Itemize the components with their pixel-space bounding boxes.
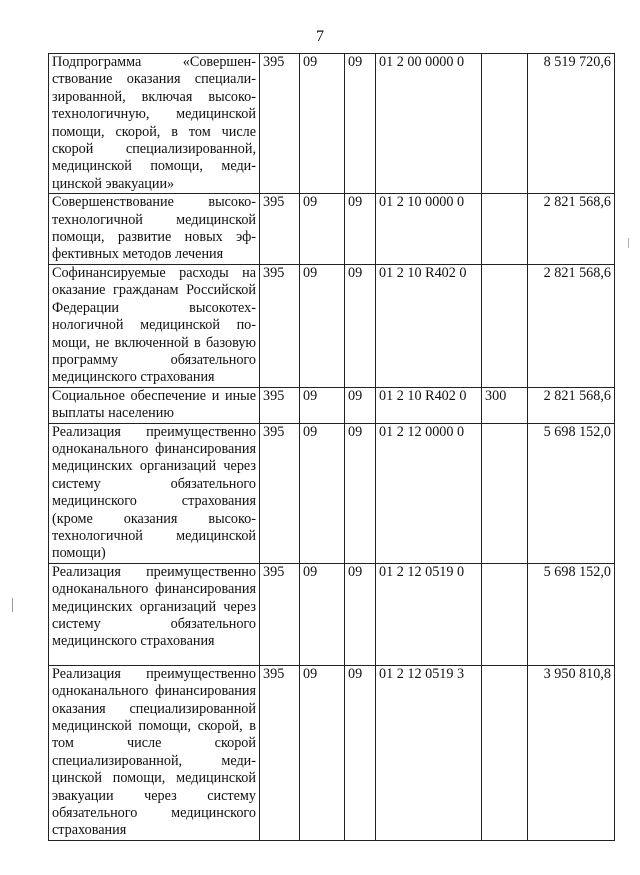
section-code: 09 xyxy=(300,194,345,265)
row-name: Реализация преимущественно одноканального финансирования медицинских организаций через систему обязательного медицинского страхования xyxy=(49,563,260,665)
row-name: Софинансируемые расходы на оказание гражданам Российской Федерации высокотехнологичной медицинской помощи, не включенной в базовую программу обязательного медицинского страхования xyxy=(49,264,260,387)
target-code: 01 2 10 R402 0 xyxy=(376,264,482,387)
row-name: Реализация преимущественно одноканального финансирования медицинских организаций через систему обязательного медицинского страхования (кроме оказания высокотехнологичной медицинской помощи) xyxy=(49,423,260,563)
section-code: 09 xyxy=(300,264,345,387)
table-row xyxy=(49,264,615,387)
section-code: 09 xyxy=(300,54,345,194)
subsection-code: 09 xyxy=(345,563,376,665)
target-code: 01 2 12 0519 3 xyxy=(376,665,482,840)
table-row xyxy=(49,563,615,665)
expense-type-code xyxy=(482,563,528,665)
row-name: Совершенствование высокотехнологичной медицинской помощи, развитие новых эффективных методов лечения xyxy=(49,194,260,265)
target-code: 01 2 10 0000 0 xyxy=(376,194,482,265)
section-code: 09 xyxy=(300,387,345,423)
table-row xyxy=(49,387,615,423)
row-name: Реализация преимущественно одноканального финансирования оказания специализированной медицинской помощи, скорой, в том числе скорой специализированной, медицинской помощи, медицинской эвакуации через систему обязательного медицинского страхования xyxy=(49,665,260,840)
budget-table xyxy=(48,53,615,841)
row-name: Подпрограмма «Совершенствование оказания специализированной, включая высокотехнологичную, медицинской помощи, скорой, в том числе скорой специализированной, медицинской помощи, медицинской эвакуации» xyxy=(49,54,260,194)
row-name: Социальное обеспечение и иные выплаты населению xyxy=(49,387,260,423)
ministry-code: 395 xyxy=(260,387,300,423)
table-row xyxy=(49,54,615,194)
subsection-code: 09 xyxy=(345,665,376,840)
table-row xyxy=(49,194,615,265)
target-code: 01 2 10 R402 0 xyxy=(376,387,482,423)
scan-margin-mark xyxy=(628,238,629,248)
subsection-code: 09 xyxy=(345,264,376,387)
section-code: 09 xyxy=(300,563,345,665)
expense-type-code: 300 xyxy=(482,387,528,423)
expense-type-code xyxy=(482,194,528,265)
subsection-code: 09 xyxy=(345,387,376,423)
ministry-code: 395 xyxy=(260,54,300,194)
table-row xyxy=(49,423,615,563)
amount: 8 519 720,6 xyxy=(528,54,615,194)
section-code: 09 xyxy=(300,423,345,563)
expense-type-code xyxy=(482,423,528,563)
amount: 5 698 152,0 xyxy=(528,423,615,563)
expense-type-code xyxy=(482,264,528,387)
amount: 2 821 568,6 xyxy=(528,264,615,387)
ministry-code: 395 xyxy=(260,264,300,387)
amount: 2 821 568,6 xyxy=(528,194,615,265)
subsection-code: 09 xyxy=(345,54,376,194)
target-code: 01 2 12 0000 0 xyxy=(376,423,482,563)
scan-margin-mark xyxy=(12,598,13,612)
ministry-code: 395 xyxy=(260,194,300,265)
amount: 2 821 568,6 xyxy=(528,387,615,423)
ministry-code: 395 xyxy=(260,423,300,563)
expense-type-code xyxy=(482,665,528,840)
amount: 3 950 810,8 xyxy=(528,665,615,840)
ministry-code: 395 xyxy=(260,665,300,840)
page-number: 7 xyxy=(316,28,324,45)
subsection-code: 09 xyxy=(345,194,376,265)
amount: 5 698 152,0 xyxy=(528,563,615,665)
expense-type-code xyxy=(482,54,528,194)
subsection-code: 09 xyxy=(345,423,376,563)
target-code: 01 2 00 0000 0 xyxy=(376,54,482,194)
ministry-code: 395 xyxy=(260,563,300,665)
target-code: 01 2 12 0519 0 xyxy=(376,563,482,665)
section-code: 09 xyxy=(300,665,345,840)
table-row xyxy=(49,665,615,840)
